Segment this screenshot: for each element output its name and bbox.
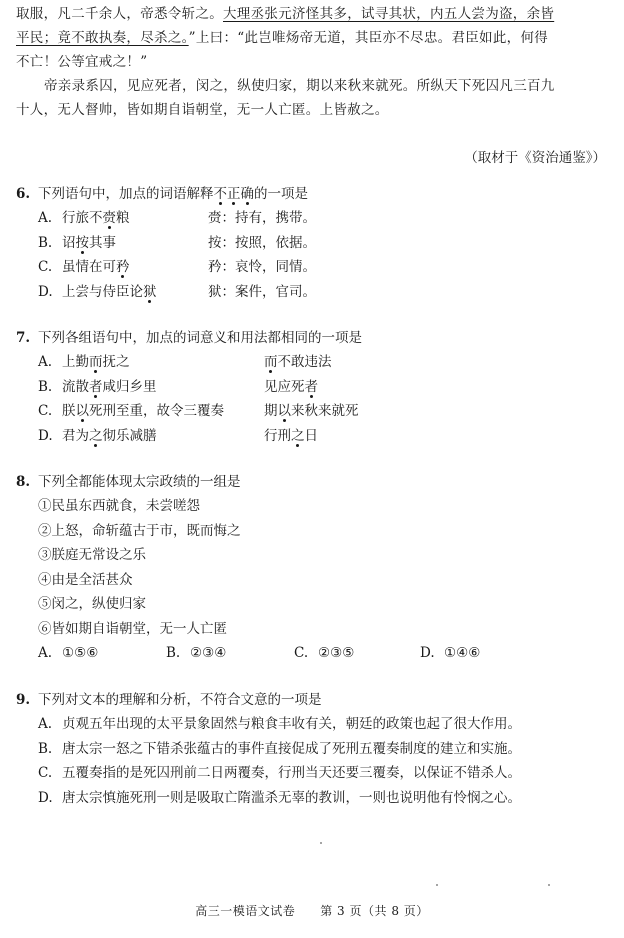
underlined-text: 平民；竟不敢执奏，尽杀之。: [16, 30, 189, 46]
option-row: [16, 350, 612, 375]
dotted-char: 确: [240, 186, 254, 202]
option-letter: A.: [38, 210, 53, 226]
scan-speck: [320, 842, 322, 844]
dotted-char: 不: [213, 186, 227, 202]
text-run: 日: [304, 427, 318, 444]
question-number: 6.: [16, 186, 31, 202]
option-letter: D.: [38, 789, 53, 806]
question-stem: [16, 182, 612, 206]
text-run: 彻乐减膳: [102, 427, 157, 444]
text-run: 行旅不: [62, 210, 103, 226]
option-right-text: 矜：哀怜，同情。: [208, 259, 316, 275]
dotted-char: 按: [75, 234, 89, 251]
dotted-char: 以: [75, 403, 89, 419]
passage-line: [16, 26, 612, 50]
option-letter: C.: [38, 259, 53, 275]
question-number: 7.: [16, 330, 31, 346]
passage-text: 帝亲录系囚，见应死者，闵之，纵使归家，期以来秋来就死。所纵天下死囚凡三百九: [44, 78, 555, 94]
text-run: 行刑: [264, 427, 291, 444]
option-right-text: 赍：持有，携带。: [208, 210, 316, 226]
numbered-item: ②上怒，命斩蕴古于市，既而悔之: [38, 522, 241, 539]
text-run: 来秋来就死: [291, 403, 359, 419]
question-number: 9.: [16, 692, 31, 708]
dotted-char: 之: [89, 427, 103, 444]
numbered-item: ③朕庭无常设之乐: [38, 547, 146, 563]
question-8: [16, 470, 612, 666]
option-text: 唐太宗慎施死刑一则是吸取亡隋滥杀无辜的教训，一则也说明他有怜悯之心。: [62, 789, 521, 806]
question-stem: [16, 470, 612, 494]
option-letter: A.: [38, 716, 53, 732]
dotted-char: 而: [89, 354, 103, 370]
choice-text: ②③④: [190, 645, 227, 661]
option-row: [16, 255, 612, 280]
option-letter: C.: [38, 765, 53, 781]
answer-choice: [166, 641, 226, 666]
option-row: [16, 737, 612, 762]
choice-text: ①④⑥: [444, 645, 481, 661]
text-run: 不符合文意的一项是: [200, 692, 322, 708]
choice-letter: A.: [38, 645, 53, 661]
option-text: 唐太宗一怒之下错杀张蕴古的事件直接促成了死刑五覆奏制度的建立和实施。: [62, 740, 521, 757]
source-citation: （取材于《资治通鉴》）: [464, 150, 606, 166]
text-run: 下列语句中，加点的词语解释: [38, 186, 214, 202]
choice-text: ①⑤⑥: [62, 645, 99, 661]
option-left-text: [62, 255, 130, 280]
option-right-text: [264, 424, 318, 449]
option-text: 五覆奏指的是死囚刑前二日两覆奏，行刑当天还要三覆奏，以保证不错杀人。: [62, 765, 521, 781]
option-text: 贞观五年出现的太平景象固然与粮食丰收有关，朝廷的政策也起了很大作用。: [62, 716, 521, 732]
option-letter: D.: [38, 283, 53, 300]
option-letter: A.: [38, 354, 53, 370]
choice-letter: B.: [166, 645, 181, 661]
text-run: 期: [264, 403, 278, 419]
option-row: [16, 399, 612, 424]
option-letter: D.: [38, 427, 53, 444]
question-number: 8.: [16, 474, 31, 490]
numbered-item: ④由是全活甚众: [38, 571, 133, 588]
text-run: 其事: [89, 234, 116, 251]
answer-choice: [420, 641, 480, 666]
text-run: 朕: [62, 403, 76, 419]
text-run: 咸归乡里: [102, 378, 157, 395]
option-left-text: [62, 399, 224, 424]
text-run: 上勤: [62, 354, 89, 370]
page-footer: 高三一模语文试卷 第 3 页（共 8 页）: [195, 904, 429, 918]
text-run: 流散: [62, 378, 89, 395]
option-left-text: [62, 231, 116, 256]
option-row: [16, 786, 612, 811]
text-run: 虽情在可: [62, 259, 116, 275]
dotted-char: 赍: [102, 210, 116, 226]
text-run: 抚之: [102, 354, 130, 370]
text-run: 诏: [62, 234, 76, 251]
dotted-char: 以: [277, 403, 291, 419]
option-right-text: [264, 350, 332, 375]
answer-choice: [38, 641, 98, 666]
option-letter: B.: [38, 740, 53, 757]
option-right-text: [264, 399, 359, 424]
numbered-item: ①民虽东西就食，未尝嗟怨: [38, 498, 200, 514]
option-row: [16, 375, 612, 400]
text-run: 下列对文本的理解和分析，: [38, 692, 200, 708]
passage-text: 取服，凡二千余人，帝悉令斩之。: [16, 6, 223, 22]
text-run: 粮: [116, 210, 130, 226]
scan-speck: [548, 884, 550, 886]
dotted-char: 之: [291, 427, 305, 444]
text-run: 上尝与侍臣论: [62, 283, 143, 300]
passage-line: [16, 2, 612, 26]
choice-letter: D.: [420, 645, 435, 661]
option-left-text: [62, 424, 157, 449]
option-row: [16, 231, 612, 256]
dotted-char: 狱: [143, 283, 157, 300]
option-letter: B.: [38, 234, 53, 251]
choice-row: [16, 641, 612, 666]
passage-text: 十人，无人督帅，皆如期自诣朝堂，无一人亡匿。上皆赦之。: [16, 102, 389, 118]
passage-line: [16, 50, 612, 74]
text-run: 君为: [62, 427, 89, 444]
dotted-char: 而: [264, 354, 278, 370]
question-stem: [16, 326, 612, 350]
option-row: [16, 712, 612, 737]
option-left-text: [62, 350, 130, 375]
question-9: [16, 688, 612, 810]
dotted-char: 者: [304, 378, 318, 395]
option-row: [16, 206, 612, 231]
choice-text: ②③⑤: [318, 645, 355, 661]
option-row: [16, 280, 612, 305]
option-right-text: [264, 375, 318, 400]
passage: [16, 2, 612, 122]
option-right-text: 狱：案件，官司。: [208, 283, 316, 300]
option-letter: C.: [38, 403, 53, 419]
text-run: 下列各组语句中，加点的词意义和用法都相同的一项是: [38, 330, 362, 346]
text-run: 下列全都能体现太宗政绩的一组是: [38, 474, 241, 490]
text-run: 不敢违法: [277, 354, 332, 370]
question-stem: [16, 688, 612, 712]
passage-text: 不亡！公等宜戒之！”: [16, 54, 148, 70]
scan-speck: [436, 884, 438, 886]
dotted-char: 者: [89, 378, 103, 395]
option-row: [16, 761, 612, 786]
numbered-item: ⑥皆如期自诣朝堂，无一人亡匿: [38, 620, 227, 637]
passage-text: ”上曰：“此岂唯炀帝无道，其臣亦不尽忠。君臣如此，何得: [188, 30, 549, 46]
option-left-text: [62, 280, 157, 305]
numbered-item: ⑤闵之，纵使归家: [38, 596, 146, 612]
option-right-text: 按：按照，依据。: [208, 234, 316, 251]
option-left-text: [62, 375, 157, 400]
question-7: [16, 326, 612, 448]
option-letter: B.: [38, 378, 53, 395]
passage-line: [16, 98, 612, 122]
text-run: 见应死: [264, 378, 305, 395]
passage-line: [16, 74, 612, 98]
dotted-char: 矜: [116, 259, 130, 275]
dotted-char: 正: [227, 186, 241, 202]
option-row: [16, 424, 612, 449]
question-6: [16, 182, 612, 304]
answer-choice: [294, 641, 354, 666]
underlined-text: 大理丞张元济怪其多，试寻其状，内五人尝为盗，余皆: [223, 6, 555, 22]
option-left-text: [62, 206, 130, 231]
choice-letter: C.: [294, 645, 309, 661]
text-run: 的一项是: [254, 186, 308, 202]
text-run: 死刑至重，故令三覆奏: [89, 403, 224, 419]
